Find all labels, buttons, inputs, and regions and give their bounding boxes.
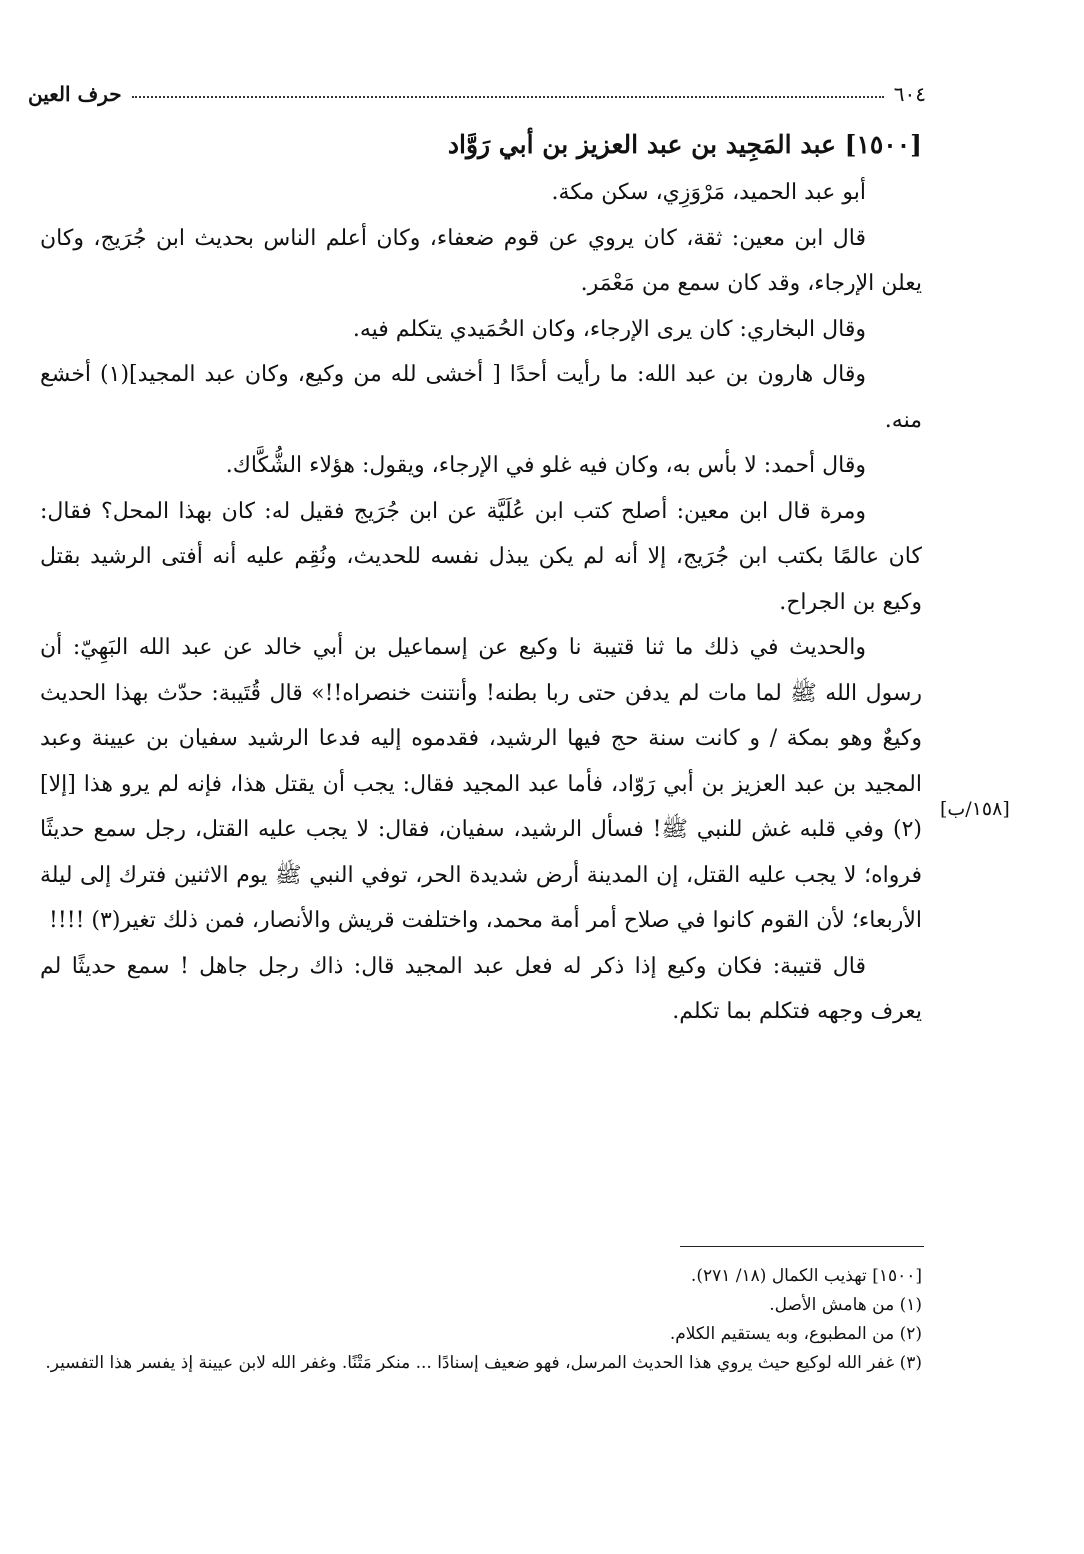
entry-paragraph: وقال أحمد: لا بأس به، وكان فيه غلو في الإرجاء، ويقول: هؤلاء الشُّكَّاك.: [225, 453, 866, 478]
footnote: (٣) غفر الله لوكيع حيث يروي هذا الحديث المرسل، فهو ضعيف إسنادًا ... منكر مَتْنًا. وغفر الله لابن عيينة إذ يفسر هذا التفسير.: [45, 1353, 922, 1373]
entry-paragraph: قال قتيبة: فكان وكيع إذا ذكر له فعل عبد المجيد قال: ذاك رجل جاهل ! سمع حديثًا لم يعرف وجهه فتكلم بما تكلم.: [40, 953, 922, 1024]
footnote-separator: [680, 1246, 924, 1247]
entry-paragraph: أبو عبد الحميد، مَرْوَزِي، سكن مكة.: [551, 180, 866, 205]
chapter-title: حرف العين: [28, 82, 122, 106]
entry-title: [١٥٠٠] عبد المَجِيد بن عبد العزيز بن أبي رَوَّاد: [447, 130, 922, 159]
footnote: (٢) من المطبوع، وبه يستقيم الكلام.: [669, 1324, 922, 1344]
footnotes: [40, 1262, 922, 1378]
manuscript-folio-marker: [١٥٨/ب]: [940, 798, 1010, 820]
page-number: ٦٠٤: [893, 82, 926, 106]
entry-paragraph: وقال هارون بن عبد الله: ما رأيت أحدًا [ أخشى لله من وكيع، وكان عبد المجيد](١) أخشع منه.: [40, 362, 922, 433]
entry-paragraph: وقال البخاري: كان يرى الإرجاء، وكان الحُمَيدي يتكلم فيه.: [352, 316, 866, 342]
page-header: [28, 66, 926, 106]
footnote: (١) من هامش الأصل.: [769, 1295, 922, 1315]
entry-paragraph: ومرة قال ابن معين: أصلح كتب ابن عُلَيَّة عن ابن جُرَيج فقيل له: كان بهذا المحل؟ فقال: كان عالمًا بكتب ابن جُرَيج، إلا أنه لم يكن يبذل نفسه للحديث، ونُقِم عليه أنه أفتى الرشيد بقتل وكيع بن الجراح.: [40, 498, 922, 615]
entry-paragraph: والحديث في ذلك ما ثنا قتيبة نا وكيع عن إسماعيل بن أبي خالد عن عبد الله البَهِيّ: أن رسول الله ﷺ لما مات لم يدفن حتى ربا بطنه! وأنتنت خنصراه!!» قال قُتَيبة: حدّث بهذا الحديث وكيعٌ وهو بمكة / و كانت سنة حج فيها الرشيد، فقدموه إليه فدعا الرشيد سفيان بن عيينة وعبد المجيد بن عبد العزيز بن أبي رَوّاد، فأما عبد المجيد فقال: يجب أن يقتل هذا، فإنه لم يرو هذا [إلا](٢) وفي قلبه غش للنبي ﷺ! فسأل الرشيد، سفيان، فقال: لا يجب عليه القتل، رجل سمع حديثًا فرواه؛ لا يجب عليه القتل، إن المدينة أرض شديدة الحر، توفي النبي ﷺ يوم الاثنين فترك إلى ليلة الأربعاء؛ لأن القوم كانوا في صلاح أمر أمة محمد، واختلفت قريش والأنصار، فمن ذلك تغير(٣) !!!!: [40, 635, 922, 933]
entry-paragraph: قال ابن معين: ثقة، كان يروي عن قوم ضعفاء، وكان أعلم الناس بحديث ابن جُرَيج، وكان يعلن الإرجاء، وقد كان سمع من مَعْمَر.: [40, 225, 922, 296]
footnote: [١٥٠٠] تهذيب الكمال (١٨/ ٢٧١).: [690, 1266, 922, 1286]
entry-body: [40, 120, 922, 1035]
header-dotted-rule: [132, 96, 884, 98]
